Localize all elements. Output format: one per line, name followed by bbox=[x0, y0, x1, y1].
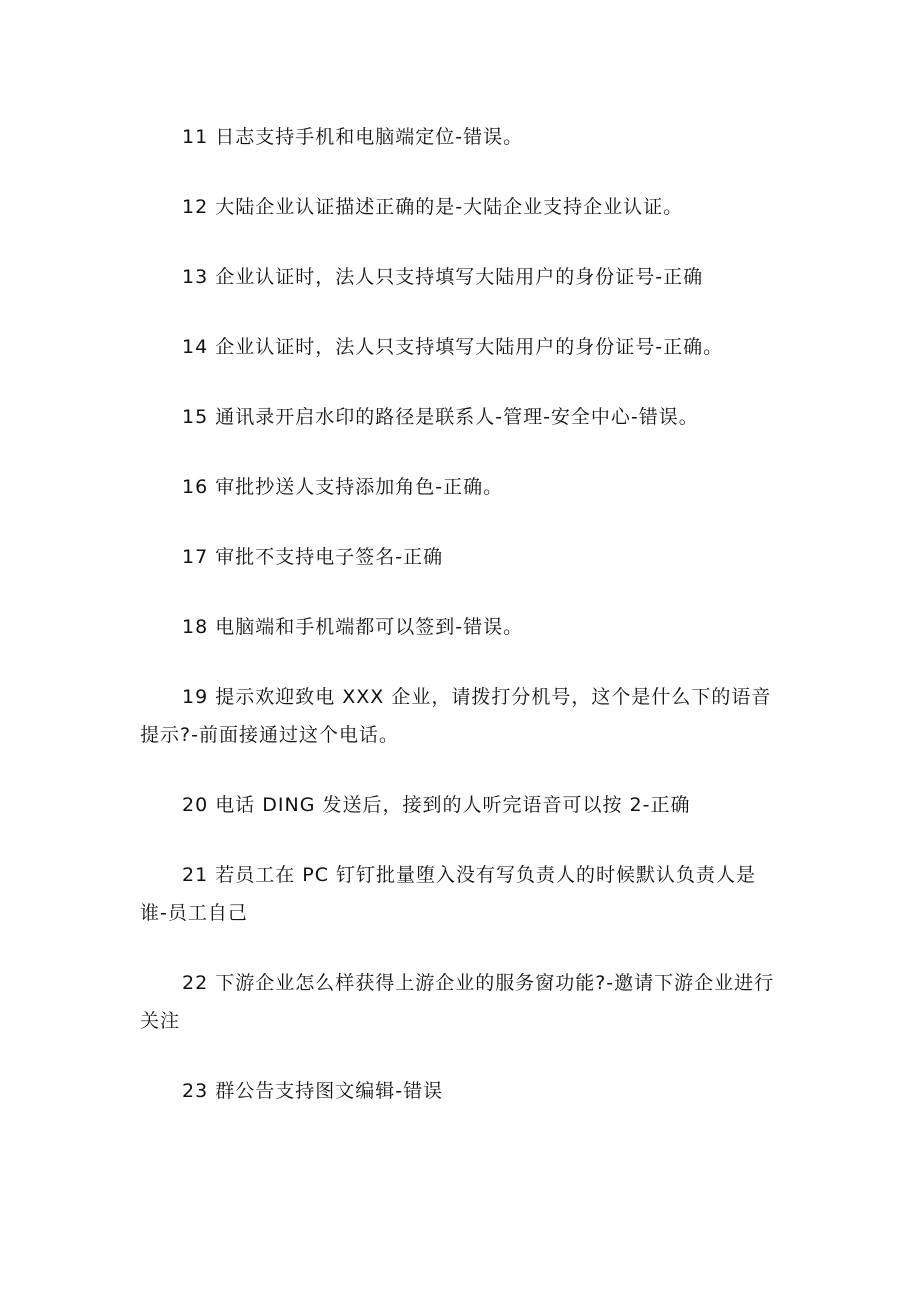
qa-item-11: 11 日志支持手机和电脑端定位-错误。 bbox=[182, 126, 524, 148]
qa-list bbox=[140, 118, 780, 1142]
qa-item-18: 18 电脑端和手机端都可以签到-错误。 bbox=[182, 616, 524, 638]
qa-item-13: 13 企业认证时，法人只支持填写大陆用户的身份证号-正确 bbox=[182, 266, 704, 288]
qa-item-15: 15 通讯录开启水印的路径是联系人-管理-安全中心-错误。 bbox=[182, 406, 699, 428]
qa-item-14: 14 企业认证时，法人只支持填写大陆用户的身份证号-正确。 bbox=[182, 336, 724, 358]
qa-item-17: 17 审批不支持电子签名-正确 bbox=[182, 546, 444, 568]
qa-item-16: 16 审批抄送人支持添加角色-正确。 bbox=[182, 476, 504, 498]
qa-item-22: 22 下游企业怎么样获得上游企业的服务窗功能?-邀请下游企业进行关注 bbox=[140, 972, 775, 1032]
qa-item-23: 23 群公告支持图文编辑-错误 bbox=[182, 1080, 444, 1102]
qa-item-12: 12 大陆企业认证描述正确的是-大陆企业支持企业认证。 bbox=[182, 196, 684, 218]
qa-item-20: 20 电话 DING 发送后，接到的人听完语音可以按 2-正确 bbox=[182, 794, 691, 816]
qa-item-19: 19 提示欢迎致电 XXX 企业，请拨打分机号，这个是什么下的语音提示?-前面接通过这个电话。 bbox=[140, 686, 772, 746]
qa-item-21: 21 若员工在 PC 钉钉批量堕入没有写负责人的时候默认负责人是谁-员工自己 bbox=[140, 864, 757, 924]
